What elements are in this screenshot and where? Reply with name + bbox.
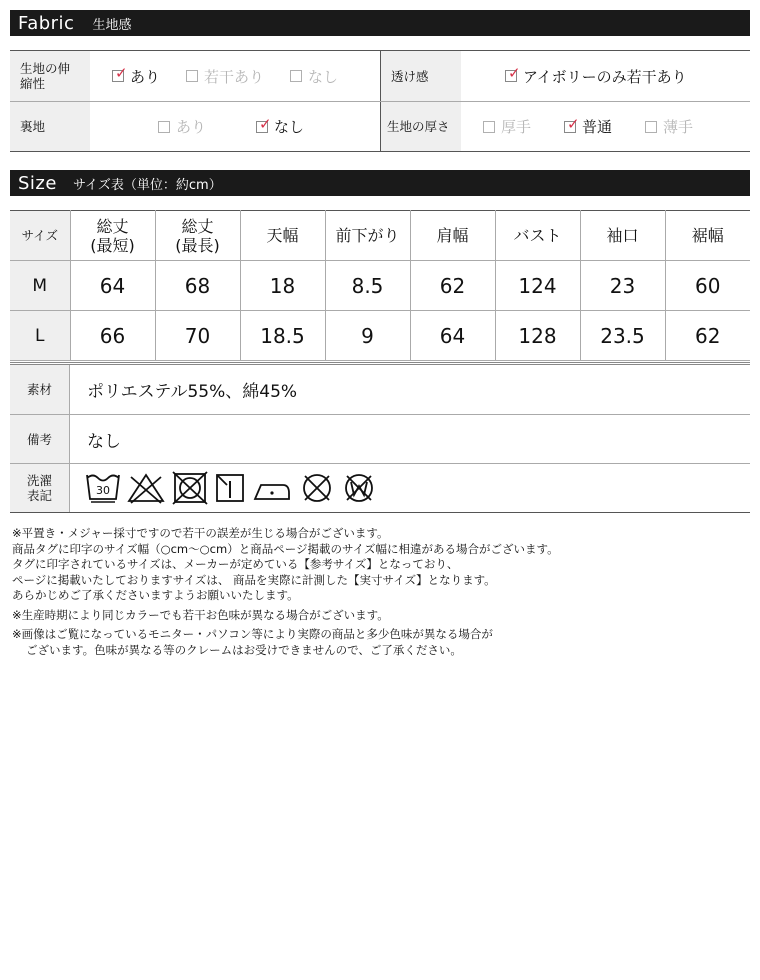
lining-label: 裏地: [10, 102, 90, 151]
checkbox-empty-icon: [158, 121, 170, 133]
fabric-title-en: Fabric: [18, 12, 75, 34]
note-line: ※画像はご覧になっているモニター・パソコン等により実際の商品と多少色味が異なる場合が: [12, 627, 493, 641]
no-dry-clean-icon: [299, 471, 335, 505]
stretch-option-no: なし: [290, 66, 338, 87]
col-header-length-min: 総丈 (最短): [70, 211, 155, 261]
table-cell: 60: [665, 261, 750, 311]
col-header-cuff: 袖口: [580, 211, 665, 261]
table-row: [10, 311, 750, 361]
checkbox-empty-icon: [186, 70, 198, 82]
thickness-option-thick: 厚手: [483, 116, 531, 137]
table-cell: 23.5: [580, 311, 665, 361]
lining-options: [90, 102, 380, 151]
row-label-size: L: [10, 311, 70, 361]
note-line: ※生産時期により同じカラーでも若干お色味が異なる場合がございます。: [12, 607, 389, 622]
no-wet-clean-icon: [341, 471, 377, 505]
col-header-front-drop: 前下がり: [325, 211, 410, 261]
remarks-row: [10, 414, 750, 463]
size-header-row: [10, 211, 750, 261]
stretch-option-slight: 若干あり: [186, 66, 264, 87]
checkbox-checked-icon: ✓: [112, 70, 124, 82]
table-cell: 68: [155, 261, 240, 311]
checkbox-empty-icon: [645, 121, 657, 133]
fabric-title-jp: 生地感: [92, 17, 132, 33]
care-label: 洗濯表記: [10, 464, 70, 512]
table-cell: 62: [410, 261, 495, 311]
note-line: ございます。色味が異なる等のクレームはお受けできませんので、ご了承ください。: [26, 642, 462, 657]
material-value: ポリエステル55%、綿45%: [87, 382, 298, 402]
col-header-neck-width: 天幅: [240, 211, 325, 261]
no-bleach-icon: [127, 471, 165, 505]
care-icons: [70, 464, 377, 512]
stretch-label: 生地の伸縮性: [10, 51, 90, 101]
note-line: ※平置き・メジャー採寸ですので若干の誤差が生じる場合がございます。: [12, 526, 389, 540]
table-cell: 70: [155, 311, 240, 361]
table-cell: 64: [410, 311, 495, 361]
notes: [12, 526, 752, 658]
size-corner-label: サイズ: [10, 211, 70, 261]
table-row: [10, 261, 750, 311]
col-header-bust: バスト: [495, 211, 580, 261]
sheer-label: 透け感: [381, 51, 461, 101]
material-row: [10, 365, 750, 414]
table-cell: 124: [495, 261, 580, 311]
remarks-value: なし: [87, 431, 121, 452]
wash-30-icon: [85, 471, 121, 505]
table-cell: 23: [580, 261, 665, 311]
info-table: [10, 362, 750, 513]
table-cell: 64: [70, 261, 155, 311]
line-dry-shade-icon: [215, 471, 245, 505]
stretch-option-yes: ✓ あり: [112, 66, 160, 87]
care-row: [10, 463, 750, 512]
sheer-option-ivory: ✓ アイボリーのみ若干あり: [505, 66, 687, 87]
thickness-option-thin: 薄手: [645, 116, 693, 137]
thickness-options: [461, 102, 750, 151]
table-cell: 66: [70, 311, 155, 361]
thickness-option-normal: ✓ 普通: [564, 116, 612, 137]
col-header-hem: 裾幅: [665, 211, 750, 261]
note-line: ページに掲載いたしておりますサイズは、 商品を実際に計測した【実寸サイズ】となります。: [12, 572, 496, 587]
fabric-section-header: [10, 10, 750, 36]
material-label: 素材: [10, 365, 70, 414]
fabric-table: [10, 50, 750, 152]
note-line: 商品タグに印字のサイズ幅（○cm〜○cm）と商品ページ掲載のサイズ幅に相違がある場合がございます。: [12, 541, 559, 556]
checkbox-empty-icon: [483, 121, 495, 133]
fabric-row-1: [10, 51, 750, 101]
checkbox-checked-icon: ✓: [564, 121, 576, 133]
thickness-label: 生地の厚さ: [381, 102, 461, 151]
fabric-row-2: [10, 101, 750, 151]
col-header-length-max: 総丈 (最長): [155, 211, 240, 261]
remarks-label: 備考: [10, 415, 70, 463]
table-cell: 128: [495, 311, 580, 361]
size-section-header: [10, 170, 750, 196]
table-cell: 62: [665, 311, 750, 361]
table-cell: 8.5: [325, 261, 410, 311]
lining-option-yes: あり: [158, 116, 206, 137]
note-line: あらかじめご了承くださいますようお願いいたします。: [12, 588, 299, 602]
size-table: [10, 210, 750, 361]
checkbox-empty-icon: [290, 70, 302, 82]
table-cell: 9: [325, 311, 410, 361]
no-tumble-dry-icon: [171, 471, 209, 505]
row-label-size: M: [10, 261, 70, 311]
stretch-options: [90, 51, 380, 101]
checkbox-checked-icon: ✓: [505, 70, 517, 82]
lining-option-no: ✓ なし: [256, 116, 304, 137]
table-cell: 18.5: [240, 311, 325, 361]
size-title-en: Size: [18, 172, 57, 194]
iron-low-icon: [251, 471, 293, 505]
note-line: タグに印字されているサイズは、メーカーが定めている【参考サイズ】となっており、: [12, 557, 459, 571]
svg-text:30: 30: [96, 484, 110, 497]
table-cell: 18: [240, 261, 325, 311]
sheer-options: [461, 51, 750, 101]
col-header-shoulder: 肩幅: [410, 211, 495, 261]
size-title-jp: サイズ表（単位：約cm）: [72, 177, 222, 193]
checkbox-checked-icon: ✓: [256, 121, 268, 133]
